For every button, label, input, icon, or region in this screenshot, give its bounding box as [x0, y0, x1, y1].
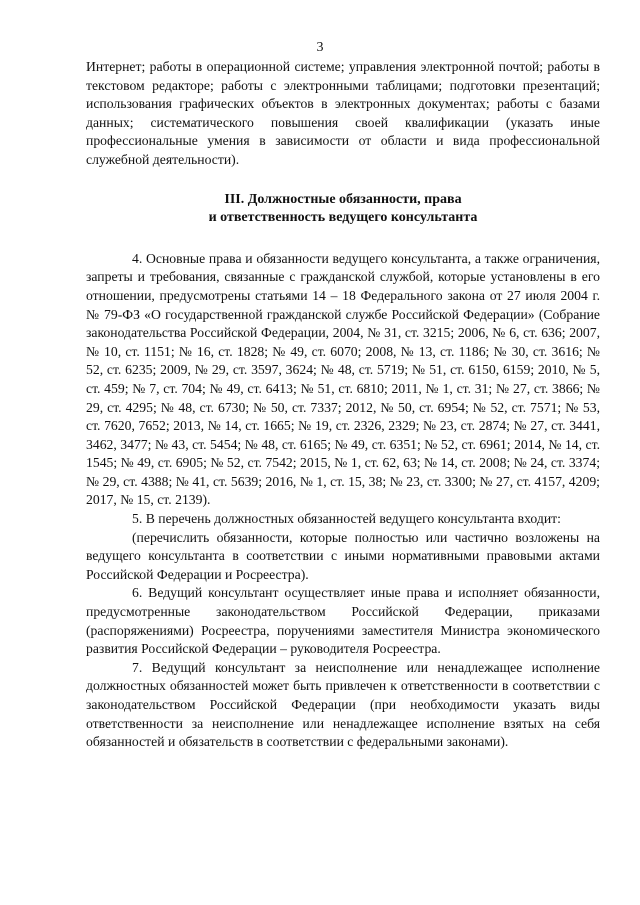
paragraph-4: 4. Основные права и обязанности ведущего консультанта, а также ограничения, запреты и требования, связанные с гражданской службой, которые установлены в его отношении, предусмотрены статьями 14 – 18 Федерального закона от 27 июля 2004 г. № 79-ФЗ «О государственной гражданской службе Российской Федерации» (Собрание законодательства Российской Федерации, 2004, № 31, ст. 3215; 2006, № 6, ст. 636; 2007, № 10, ст. 1151; № 16, ст. 1828; № 49, ст. 6070; 2008, № 13, ст. 1186; № 30, ст. 3616; № 52, ст. 6235; 2009, № 29, ст. 3597, 3624; № 48, ст. 5719; № 51, ст. 6150, 6159; 2010, № 5, ст. 459; № 7, ст. 704; № 49, ст. 6413; № 51, ст. 6810; 2011, № 1, ст. 31; № 27, ст. 3866; № 29, ст. 4295; № 48, ст. 6730; № 50, ст. 7337; 2012, № 50, ст. 6954; № 52, ст. 7571; № 53, ст. 7620, 7652; 2013, № 14, ст. 1665; № 19, ст. 2326, 2329; № 23, ст. 2874; № 27, ст. 3441, 3462, 3477; № 43, ст. 5454; № 48, ст. 6165; № 49, ст. 6351; № 52, ст. 6961; 2014, № 14, ст. 1545; № 49, ст. 6905; № 52, ст. 7542; 2015, № 1, ст. 62, 63; № 14, ст. 2008; № 24, ст. 3374; № 29, ст. 4388; № 41, ст. 5639; 2016, № 1, ст. 15, 38; № 23, ст. 3300; № 27, ст. 4157, 4209; 2017, № 15, ст. 2139). — [86, 250, 600, 508]
paragraph-5: 5. В перечень должностных обязанностей ведущего консультанта входит: — [132, 511, 561, 527]
intro-paragraph: Интернет; работы в операционной системе; управления электронной почтой; работы в текстовом редакторе; работы с электронными таблицами; подготовки презентаций; использования графических объектов в электронных документах; работы с базами данных; систематического повышения своей квалификации (указать иные профессиональные умения в зависимости от области и вида профессиональной служебной деятельности). — [86, 59, 600, 167]
document-body — [86, 58, 600, 752]
paragraph-5-note: (перечислить обязанности, которые полностью или частично возложены на ведущего консультанта в соответствии с иными нормативными правовыми актами Российской Федерации и Росреестра). — [86, 529, 600, 582]
paragraph-7: 7. Ведущий консультант за неисполнение или ненадлежащее исполнение должностных обязанностей может быть привлечен к ответственности в соответствии с законодательством Российской Федерации (при необходимости указать виды ответственности за неисполнение или ненадлежащее исполнение взятых на себя обязанностей и обязательств в соответствии с федеральными законами). — [86, 659, 600, 750]
paragraph-6: 6. Ведущий консультант осуществляет иные права и исполняет обязанности, предусмотренные законодательством Российской Федерации, приказами (распоряжениями) Росреестра, поручениями заместителя Министра экономического развития Российской Федерации – руководителя Росреестра. — [86, 585, 600, 657]
section-heading-line2: и ответственность ведущего консультанта — [208, 210, 478, 226]
section-heading-line1: III. Должностные обязанности, права — [224, 191, 462, 207]
page-number: 3 — [316, 40, 324, 55]
section-heading — [86, 191, 600, 228]
